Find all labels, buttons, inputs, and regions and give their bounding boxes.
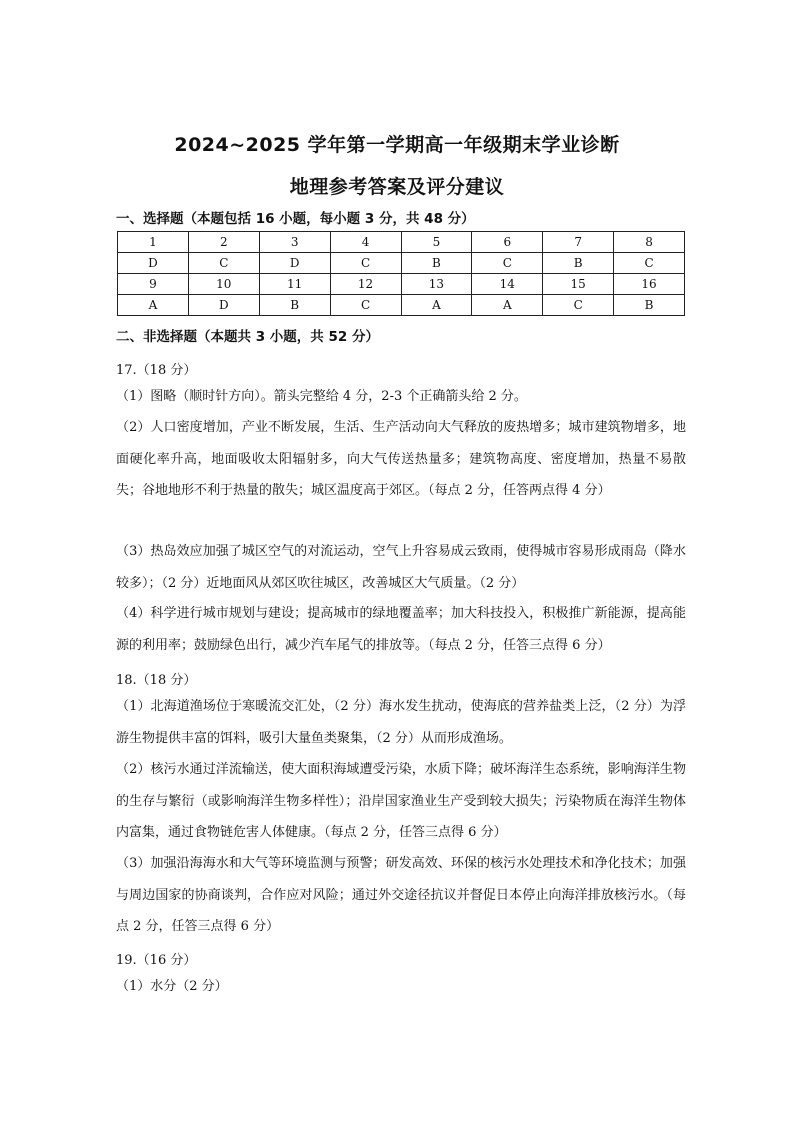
answer-table-cell: 9 xyxy=(118,274,189,295)
q18-part1: （1）北海道渔场位于寒暖流交汇处，（2 分）海水发生扰动，使海底的营养盐类上泛，（2 分）为浮游生物提供丰富的饵料，吸引大量鱼类聚集，（2 分）从而形成渔场。 xyxy=(116,699,686,746)
answer-table-cell: B xyxy=(543,253,614,274)
answer-table-cell: 8 xyxy=(614,232,685,253)
q17-part4: （4）科学进行城市规划与建设；提高城市的绿地覆盖率；加大科技投入，积极推广新能源，提高能源的利用率；鼓励绿色出行，减少汽车尾气的排放等。（每点 2 分，任答三点得 6 分） xyxy=(116,606,686,653)
answer-table-cell: A xyxy=(401,295,472,316)
q17-part1: （1）图略（顺时针方向）。箭头完整给 4 分，2-3 个正确箭头给 2 分。 xyxy=(116,389,527,404)
answer-table-cell: 4 xyxy=(330,232,401,253)
answer-table-cell: B xyxy=(259,295,330,316)
answer-table-cell: D xyxy=(118,253,189,274)
answer-table xyxy=(117,231,685,316)
answer-table-cell: 6 xyxy=(472,232,543,253)
answer-table-cell: B xyxy=(401,253,472,274)
q19-part1: （1）水分（2 分） xyxy=(116,979,228,994)
q18-part2: （2）核污水通过洋流输送，使大面积海域遭受污染，水质下降；破坏海洋生态系统，影响海洋生物的生存与繁衍（或影响海洋生物多样性）；沿岸国家渔业生产受到较大损失；污染物质在海洋生物体内富集，通过食物链危害人体健康。（每点 2 分，任答三点得 6 分） xyxy=(116,762,686,840)
q17-part3: （3）热岛效应加强了城区空气的对流运动，空气上升容易成云致雨，使得城市容易形成雨岛（降水较多）；（2 分）近地面风从郊区吹往城区，改善城区大气质量。（2 分） xyxy=(116,544,686,591)
answer-table-cell: 10 xyxy=(188,274,259,295)
answer-table-cell: 2 xyxy=(188,232,259,253)
q18-part3: （3）加强沿海海水和大气等环境监测与预警；研发高效、环保的核污水处理技术和净化技术；加强与周边国家的协商谈判，合作应对风险；通过外交途径抗议并督促日本停止向海洋排放核污水。（每点 2 分，任答三点得 6 分） xyxy=(116,856,686,934)
answer-table-cell: C xyxy=(188,253,259,274)
answer-table-cell: C xyxy=(330,253,401,274)
q17-part2: （2）人口密度增加，产业不断发展，生活、生产活动向大气释放的废热增多；城市建筑物增多，地面硬化率升高，地面吸收太阳辐射多，向大气传送热量多；建筑物高度、密度增加，热量不易散失；谷地地形不利于热量的散失；城区温度高于郊区。（每点 2 分，任答两点得 4 分） xyxy=(116,420,686,498)
answer-table-cell: 7 xyxy=(543,232,614,253)
answer-table-cell: 12 xyxy=(330,274,401,295)
answer-table-cell: C xyxy=(614,253,685,274)
answer-table-cell: C xyxy=(330,295,401,316)
document-title-line2: 地理参考答案及评分建议 xyxy=(289,176,505,198)
answer-table-cell: 13 xyxy=(401,274,472,295)
answer-table-row xyxy=(118,232,685,253)
answer-table-cell: C xyxy=(543,295,614,316)
answer-table-cell: 15 xyxy=(543,274,614,295)
answer-table-cell: B xyxy=(614,295,685,316)
q18-label: 18.（18 分） xyxy=(116,673,197,688)
answer-table-cell: 16 xyxy=(614,274,685,295)
section1-heading: 一、选择题（本题包括 16 小题，每小题 3 分，共 48 分） xyxy=(116,211,475,227)
answer-table-cell: A xyxy=(118,295,189,316)
answer-table-cell: 1 xyxy=(118,232,189,253)
answer-table-cell: 5 xyxy=(401,232,472,253)
answer-table-cell: C xyxy=(472,253,543,274)
answer-table-cell: 11 xyxy=(259,274,330,295)
answer-table-row xyxy=(118,253,685,274)
answer-table-row xyxy=(118,295,685,316)
section2-heading: 二、非选择题（本题共 3 小题，共 52 分） xyxy=(116,329,379,345)
answer-table-cell: D xyxy=(259,253,330,274)
answer-table-row xyxy=(118,274,685,295)
answer-table-cell: A xyxy=(472,295,543,316)
document-title-line1: 2024~2025 学年第一学期高一年级期末学业诊断 xyxy=(174,134,620,156)
q17-label: 17.（18 分） xyxy=(116,363,197,378)
q19-label: 19.（16 分） xyxy=(116,953,197,968)
answer-table-cell: D xyxy=(188,295,259,316)
answer-table-cell: 3 xyxy=(259,232,330,253)
answer-table-cell: 14 xyxy=(472,274,543,295)
